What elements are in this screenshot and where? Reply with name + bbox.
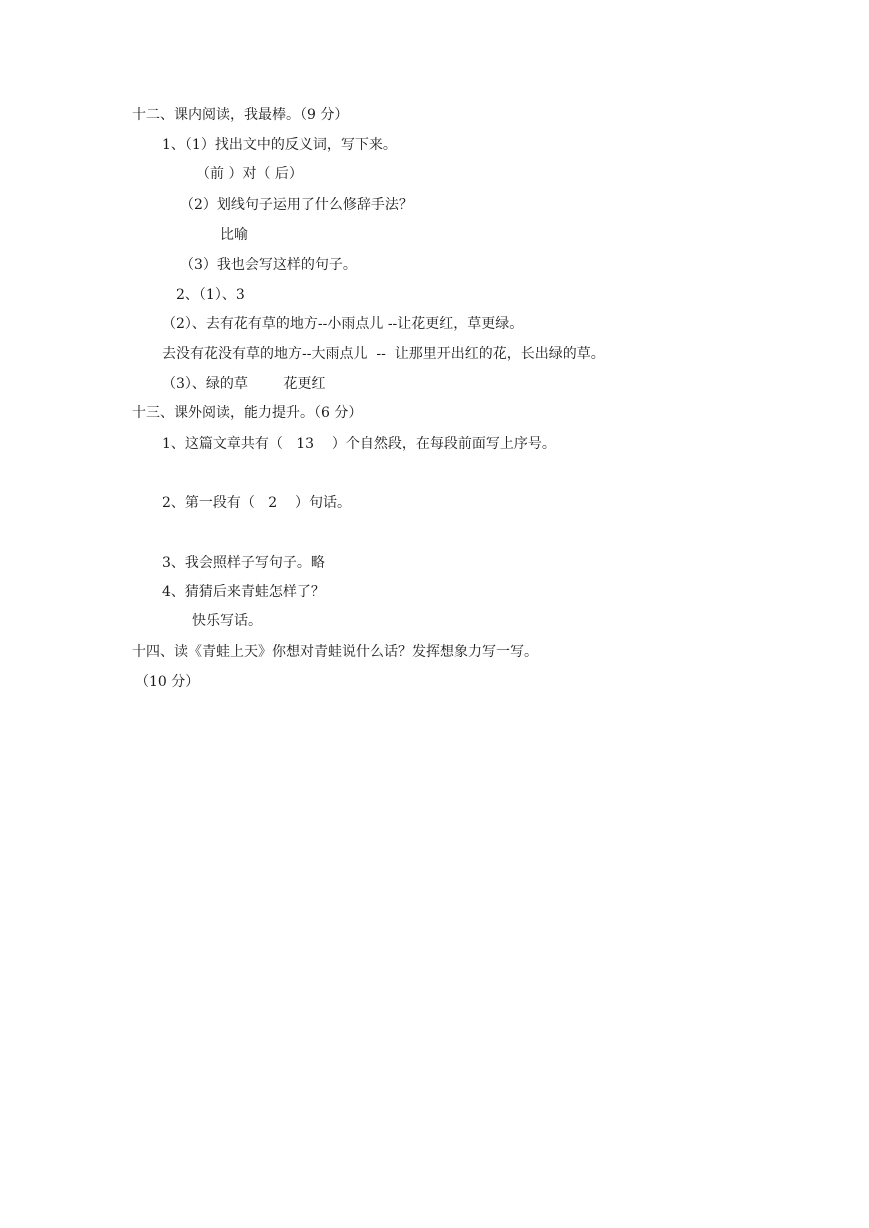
section-13-title: 十三、课外阅读，能力提升。（6 分） [132, 405, 363, 421]
section-12-question-1-1: 1、（1）找出文中的反义词，写下来。 [162, 137, 397, 153]
section-12-question-2-2b: 去没有花没有草的地方--大雨点儿 -- 让那里开出红的花，长出绿的草。 [162, 346, 605, 362]
section-12-question-2-2a: （2）、去有花有草的地方--小雨点儿 --让花更红，草更绿。 [162, 316, 524, 332]
section-12-answer-1-1: （前 ）对（ 后） [196, 166, 303, 182]
section-12-question-2-3: （3）、绿的草 花更红 [162, 376, 326, 392]
section-13-question-4: 4、猜猜后来青蛙怎样了？ [162, 584, 325, 600]
section-12-question-1-2: （2）划线句子运用了什么修辞手法？ [180, 197, 413, 213]
section-14-title: 十四、读《青蛙上天》你想对青蛙说什么话？发挥想象力写一写。 [132, 644, 538, 660]
section-12-title: 十二、课内阅读，我最棒。（9 分） [132, 107, 349, 123]
section-13-question-2: 2、第一段有（ 2 ）句话。 [162, 495, 351, 511]
section-12-answer-1-2: 比喻 [220, 227, 248, 243]
section-13-question-3: 3、我会照样子写句子。略 [162, 555, 325, 571]
section-13-question-1: 1、这篇文章共有（ 13 ）个自然段，在每段前面写上序号。 [162, 436, 556, 452]
section-13-answer-4: 快乐写话。 [192, 613, 262, 629]
section-12-question-2-1: 2、（1）、3 [176, 287, 245, 303]
section-14-score: （10 分） [135, 674, 200, 690]
section-12-question-1-3: （3）我也会写这样的句子。 [180, 257, 357, 273]
